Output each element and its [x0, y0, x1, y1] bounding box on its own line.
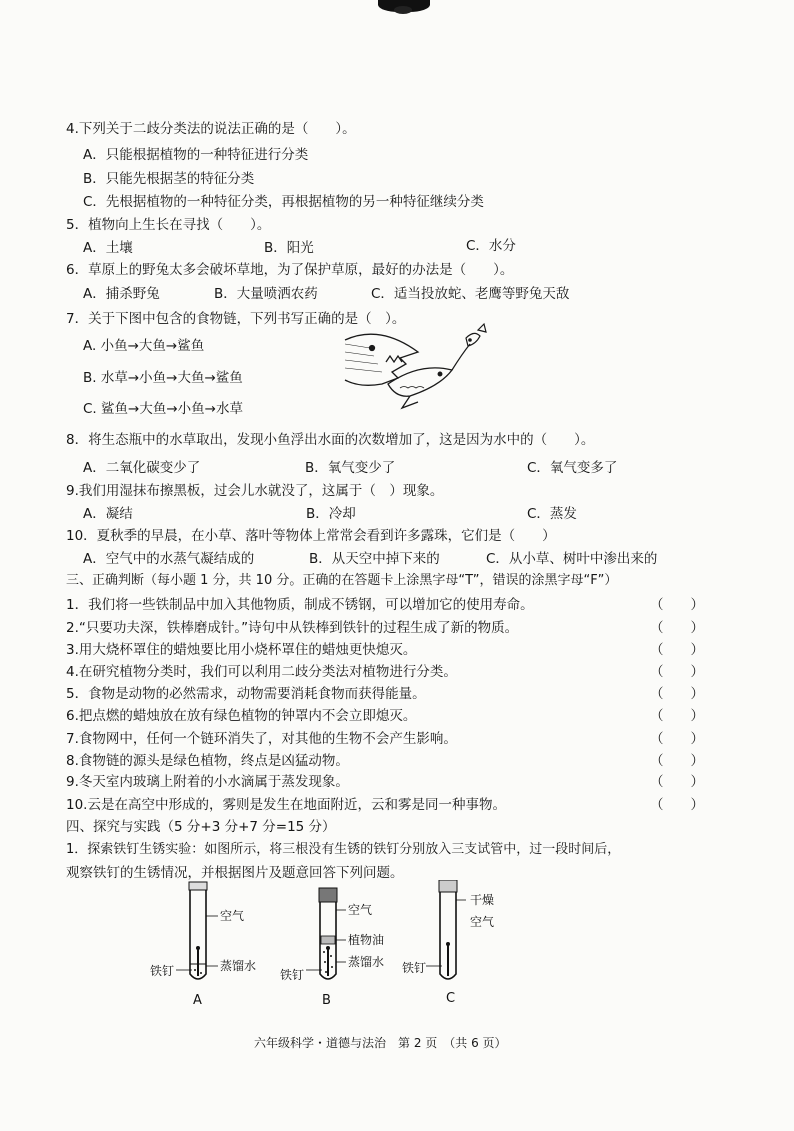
judgement-item-5: 5．食物是动物的必然需求，动物需要消耗食物而获得能量。 — [66, 686, 426, 702]
tube-b-label: B — [322, 993, 331, 1008]
section-4-question-1-line-1: 1．探索铁钉生锈实验：如图所示，将三根没有生锈的铁钉分别放入三支试管中，过一段时间后， — [66, 842, 621, 857]
judgement-item-10: 10.云是在高空中形成的，雾则是发生在地面附近，云和雾是同一种事物。 — [66, 797, 506, 813]
small-fish-icon — [452, 324, 486, 370]
tube-c-nail-label: 铁钉 — [402, 961, 427, 975]
tube-a-label: A — [193, 993, 202, 1008]
question-5-option-c: C．水分 — [466, 238, 516, 254]
section-4-question-1-line-2: 观察铁钉的生锈情况，并根据图片及题意回答下列问题。 — [66, 865, 404, 881]
question-9-option-a: A．凝结 — [83, 506, 133, 522]
judgement-item-1: 1．我们将一些铁制品中加入其他物质，制成不锈钢，可以增加它的使用寿命。 — [66, 597, 534, 613]
tube-a-air-label: 空气 — [220, 909, 245, 923]
shark-icon — [345, 334, 418, 385]
question-5-option-a: A．土壤 — [83, 240, 133, 256]
tube-a-nail-label: 铁钉 — [150, 964, 175, 978]
question-4-option-b: B．只能先根据茎的特征分类 — [83, 171, 255, 187]
answer-paren: （ ） — [650, 774, 704, 790]
answer-paren: （ ） — [650, 597, 704, 613]
question-7-option-c: C. 鲨鱼→大鱼→小鱼→水草 — [83, 401, 243, 417]
tube-b-nail-label: 铁钉 — [280, 968, 305, 982]
question-9-stem: 9.我们用湿抹布擦黑板，过会儿水就没了，这属于（ ）现象。 — [66, 483, 444, 499]
answer-paren: （ ） — [650, 708, 704, 724]
question-6-option-c: C．适当投放蛇、老鹰等野兔天敌 — [371, 286, 570, 302]
tube-b-oil-label: 植物油 — [348, 933, 385, 947]
section-4-heading: 四、探究与实践（5 分+3 分+7 分=15 分） — [66, 819, 336, 835]
question-8-option-c: C．氧气变多了 — [527, 460, 618, 476]
question-6-option-b: B．大量喷洒农药 — [214, 286, 318, 302]
judgement-item-7: 7.食物网中，任何一个链环消失了，对其他的生物不会产生影响。 — [66, 731, 457, 747]
tube-b-water-label: 蒸馏水 — [348, 955, 385, 969]
tube-c-label: C — [446, 991, 456, 1006]
judgement-item-9: 9.冬天室内玻璃上附着的小水滴属于蒸发现象。 — [66, 774, 349, 790]
question-7-stem: 7．关于下图中包含的食物链，下列书写正确的是（ ）。 — [66, 311, 406, 327]
big-fish-icon — [388, 368, 452, 408]
question-8-stem: 8．将生态瓶中的水草取出，发现小鱼浮出水面的次数增加了，这是因为水中的（ ）。 — [66, 432, 595, 448]
tube-c-air-label: 空气 — [470, 915, 495, 929]
question-9-option-b: B．冷却 — [306, 506, 356, 522]
question-10-option-a: A．空气中的水蒸气凝结成的 — [83, 551, 255, 567]
answer-paren: （ ） — [650, 753, 704, 769]
question-4-option-c: C．先根据植物的一种特征分类，再根据植物的另一种特征继续分类 — [83, 194, 484, 210]
question-9-option-c: C．蒸发 — [527, 506, 577, 522]
page-footer: 六年级科学・道德与法治 第 2 页 （共 6 页） — [254, 1036, 507, 1050]
question-5-stem: 5．植物向上生长在寻找（ ）。 — [66, 217, 271, 233]
judgement-item-8: 8.食物链的源头是绿色植物，终点是凶猛动物。 — [66, 753, 349, 769]
question-6-stem: 6．草原上的野兔太多会破坏草地，为了保护草原，最好的办法是（ ）。 — [66, 262, 514, 278]
scan-blot — [394, 6, 412, 14]
test-tube-a — [150, 882, 256, 1008]
section-3-heading: 三、正确判断（每小题 1 分，共 10 分。正确的在答题卡上涂黑字母“T”，错误的涂黑字母“F”） — [66, 573, 618, 588]
judgement-item-3: 3.用大烧杯罩住的蜡烛要比用小烧杯罩住的蜡烛更快熄灭。 — [66, 642, 417, 658]
answer-paren: （ ） — [650, 642, 704, 658]
test-tube-b — [280, 888, 384, 1008]
judgement-item-6: 6.把点燃的蜡烛放在放有绿色植物的钟罩内不会立即熄灭。 — [66, 708, 417, 724]
question-4-option-a: A．只能根据植物的一种特征进行分类 — [83, 147, 309, 163]
tube-c-dry-label: 干燥 — [470, 893, 495, 907]
answer-paren: （ ） — [650, 797, 704, 813]
question-8-option-a: A．二氧化碳变少了 — [83, 460, 201, 476]
answer-paren: （ ） — [650, 731, 704, 747]
answer-paren: （ ） — [650, 686, 704, 702]
question-7-option-a: A. 小鱼→大鱼→鲨鱼 — [83, 338, 205, 354]
food-chain-illustration — [340, 318, 500, 418]
judgement-item-4: 4.在研究植物分类时，我们可以利用二歧分类法对植物进行分类。 — [66, 664, 457, 680]
judgement-item-2: 2.“只要功夫深，铁棒磨成针。”诗句中从铁棒到铁针的过程生成了新的物质。 — [66, 620, 519, 636]
question-5-option-b: B．阳光 — [264, 240, 314, 256]
answer-paren: （ ） — [650, 664, 704, 680]
tube-a-water-label: 蒸馏水 — [220, 959, 257, 973]
question-6-option-a: A．捕杀野兔 — [83, 286, 160, 302]
question-10-option-b: B．从天空中掉下来的 — [309, 551, 440, 567]
question-4-stem: 4.下列关于二歧分类法的说法正确的是（ ）。 — [66, 121, 356, 137]
question-8-option-b: B．氧气变少了 — [305, 460, 396, 476]
tube-b-air-label: 空气 — [348, 903, 373, 917]
question-7-option-b: B. 水草→小鱼→大鱼→鲨鱼 — [83, 370, 243, 386]
question-10-stem: 10．夏秋季的早晨，在小草、落叶等物体上常常会看到许多露珠，它们是（ ） — [66, 528, 556, 544]
rust-experiment-diagram — [140, 880, 540, 1010]
question-10-option-c: C．从小草、树叶中渗出来的 — [486, 551, 658, 567]
test-tube-c — [402, 880, 494, 1006]
answer-paren: （ ） — [650, 620, 704, 636]
